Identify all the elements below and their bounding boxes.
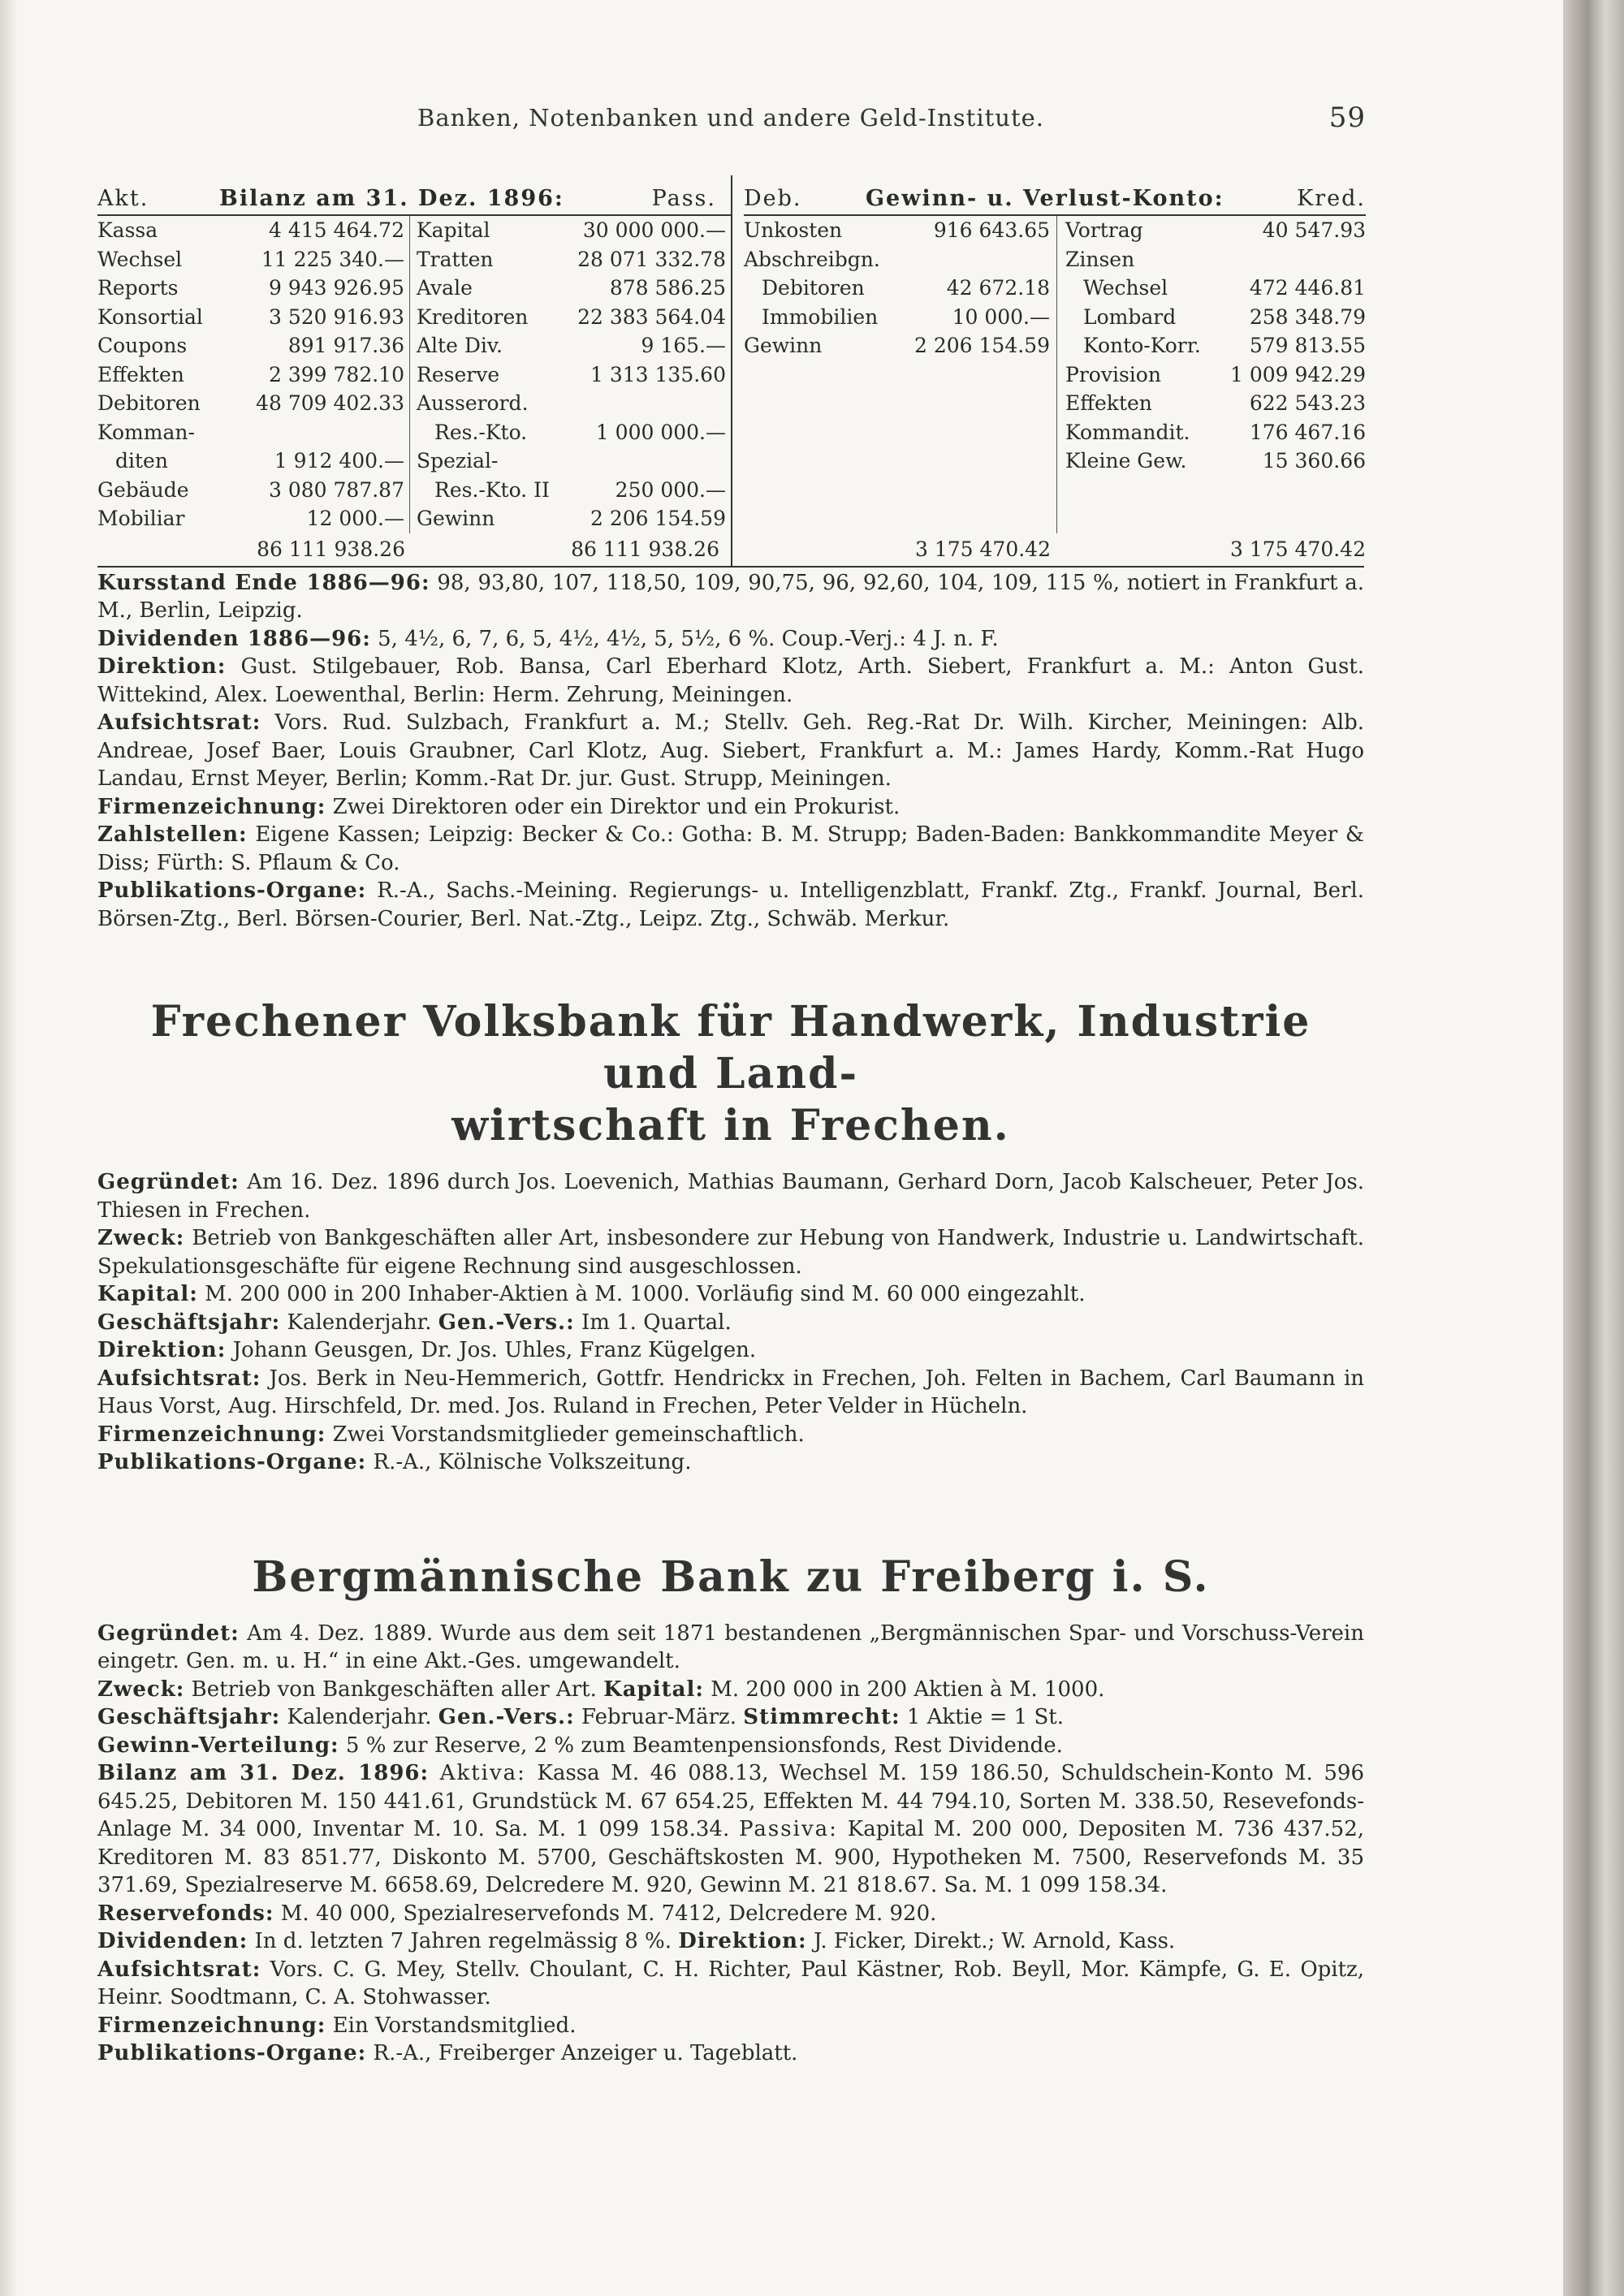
aktiva-row: Konsortial 3 520 916.93 — [97, 304, 404, 329]
debit-row: Gewinn 2 206 154.59 — [744, 334, 1050, 357]
aktiva-row: Kassa 4 415 464.72 — [97, 218, 404, 242]
passiva-row: Tratten 28 071 332.78 — [417, 247, 726, 271]
bilanz-title: Bilanz am 31. Dez. 1896: — [219, 186, 564, 211]
passiva-row: Reserve 1 313 135.60 — [417, 362, 726, 386]
passiva-row: Kreditoren 22 383 564.04 — [417, 304, 726, 329]
gewinn-verteilung-paragraph: Gewinn-Verteilung: 5 % zur Reserve, 2 % zum Beamtenpensionsfonds, Rest Dividende. — [97, 1733, 1063, 1758]
zweck-paragraph: Zweck: Betrieb von Bankgeschäften aller Art, insbesondere zur Hebung von Handwerk, Industrie u. Landwirtschaft. Spekulationsgeschäfte für eigene Rechnung sind ausgeschlossen. — [97, 1226, 1364, 1279]
aktiva-row: Reports 9 943 926.95 — [97, 276, 404, 300]
bergmaennische-title: Bergmännische Bank zu Freiberg i. S. — [252, 1552, 1210, 1602]
bilanz-left-label: Akt. — [97, 186, 149, 211]
credit-row: Wechsel 472 446.81 — [1083, 276, 1366, 300]
running-header — [97, 101, 1366, 151]
aufsichtsrat-paragraph: Aufsichtsrat: Vors. Rud. Sulzbach, Frankfurt a. M.; Stellv. Geh. Reg.-Rat Dr. Wilh. Kircher, Meiningen: Alb. Andreae, Josef Baer, Louis Graubner, Carl Klotz, Aug. Siebert, Frankfurt a. M.: James Hardy, Komm.-Rat Hugo Landau, Ernst Meyer, Berlin; Komm.-Rat Dr. jur. Gust. Strupp, Meiningen. — [97, 710, 1364, 791]
guv-sum-debit: 3 175 470.42 — [915, 537, 1051, 561]
firmenzeichnung-paragraph: Firmenzeichnung: Zwei Vorstandsmitglieder gemeinschaftlich. — [97, 1422, 805, 1447]
debit-row: Debitoren 42 672.18 — [762, 276, 1050, 300]
bergmaennische-bank-section — [97, 1552, 1364, 2068]
geschaeftsjahr-paragraph: Geschäftsjahr: Kalenderjahr. Gen.-Vers.: Im 1. Quartal. — [97, 1310, 732, 1335]
bilanz-sum-aktiva: 86 111 938.26 — [257, 537, 405, 561]
direktion-paragraph: Direktion: Johann Geusgen, Dr. Jos. Uhles, Franz Kügelgen. — [97, 1338, 757, 1362]
guv-right-label: Kred. — [1297, 186, 1366, 211]
direktion-paragraph: Direktion: Gust. Stilgebauer, Rob. Bansa, Carl Eberhard Klotz, Arth. Siebert, Frankfurt a. M.: Anton Gust. Wittekind, Alex. Loewenthal, Berlin: Herm. Zehrung, Meiningen. — [97, 654, 1364, 707]
credit-row: Vortrag 40 547.93 — [1065, 218, 1366, 242]
bilanz-sum-passiva: 86 111 938.26 — [571, 537, 719, 561]
firmenzeichnung-paragraph: Firmenzeichnung: Ein Vorstandsmitglied. — [97, 2013, 577, 2038]
publikations-paragraph: Publikations-Organe: R.-A., Freiberger Anzeiger u. Tageblatt. — [97, 2041, 798, 2065]
bilanz-header — [97, 175, 731, 216]
dividenden-paragraph: Dividenden: In d. letzten 7 Jahren regelmässig 8 %. Direktion: J. Ficker, Direkt.; W. Arnold, Kass. — [97, 1929, 1176, 1953]
guv-title: Gewinn- u. Verlust-Konto: — [866, 186, 1224, 211]
guv-sum-credit: 3 175 470.42 — [1230, 537, 1366, 561]
credit-row: Kleine Gew. 15 360.66 — [1065, 449, 1366, 473]
gegruendet-paragraph: Gegründet: Am 16. Dez. 1896 durch Jos. Loevenich, Mathias Baumann, Gerhard Dorn, Jacob Kalscheuer, Peter Jos. Thiesen in Frechen. — [97, 1170, 1365, 1223]
zweck-paragraph: Zweck: Betrieb von Bankgeschäften aller Art. Kapital: M. 200 000 in 200 Aktien à M. 1000. — [97, 1677, 1105, 1702]
aktiva-column — [97, 216, 410, 533]
frechener-title-line2: wirtschaft in Frechen. — [451, 1101, 1010, 1150]
passiva-row: Alte Div. 9 165.— — [417, 334, 726, 357]
aktiva-row: Mobiliar 12 000.— — [97, 507, 404, 530]
debit-row: Immobilien 10 000.— — [762, 304, 1050, 329]
kursstand-paragraph: Kursstand Ende 1886—96: 98, 93,80, 107, 118,50, 109, 90,75, 96, 92,60, 104, 109, 115 %, notiert in Frankfurt a. M., Berlin, Leipzig. — [97, 570, 1365, 623]
passiva-row: Ausserord. — [417, 391, 529, 415]
aktiva-row: Gebäude 3 080 787.87 — [97, 477, 404, 502]
credit-row: Zinsen — [1065, 247, 1135, 271]
guv-table — [732, 175, 1366, 566]
passiva-row: Avale 878 586.25 — [417, 276, 726, 300]
debit-column — [744, 216, 1057, 533]
credit-row: Provision 1 009 942.29 — [1065, 362, 1366, 386]
firmenzeichnung-paragraph: Firmenzeichnung: Zwei Direktoren oder ein Direktor und ein Prokurist. — [97, 794, 901, 819]
bank1-details — [97, 566, 1364, 934]
guv-left-label: Deb. — [744, 186, 802, 211]
bilanz-body — [97, 216, 731, 533]
passiva-row: Spezial- — [417, 449, 499, 473]
page-content — [97, 101, 1366, 2068]
aktiva-row: Debitoren 48 709 402.33 — [97, 391, 404, 415]
reservefonds-paragraph: Reservefonds: M. 40 000, Spezialreservefonds M. 7412, Delcredere M. 920. — [97, 1901, 937, 1926]
book-spine — [1563, 0, 1624, 2296]
publikations-paragraph: Publikations-Organe: R.-A., Kölnische Volkszeitung. — [97, 1450, 692, 1474]
financial-tables — [97, 175, 1364, 566]
guv-header — [744, 175, 1366, 216]
frechener-title-line1: Frechener Volksbank für Handwerk, Industrie und Land- — [150, 997, 1311, 1098]
guv-body — [744, 216, 1366, 533]
bilanz-paragraph: Bilanz am 31. Dez. 1896: Aktiva: Kassa M. 46 088.13, Wechsel M. 159 186.50, Schuldschein-Konto M. 596 645.25, Debitoren M. 150 441.61, Grundstück M. 67 654.25, Effekten M. 44 794.10, Sorten M. 338.50, Resevefonds-Anlage M. 34 000, Inventar M. 10. Sa. M. 1 099 158.34. Passiva: Kapital M. 200 000, Depositen M. 736 437.52, Kreditoren M. 83 851.77, Diskonto M. 5700, Geschäftskosten M. 900, Hypotheken M. 7500, Reservefonds M. 35 371.69, Spezialreserve M. 6658.69, Delcredere M. 920, Gewinn M. 21 818.67. Sa. M. 1 099 158.34. — [97, 1761, 1365, 1897]
aktiva-row: Coupons 891 917.36 — [97, 334, 404, 357]
frechener-volksbank-section — [97, 996, 1364, 1477]
bilanz-table — [97, 175, 732, 566]
page-left-edge — [0, 0, 18, 2296]
aktiva-row: Komman- — [97, 420, 195, 444]
page-number: 59 — [1328, 101, 1366, 134]
bilanz-sum-row — [97, 533, 731, 566]
passiva-column — [410, 216, 731, 533]
gegruendet-paragraph: Gegründet: Am 4. Dez. 1889. Wurde aus dem seit 1871 bestandenen „Bergmännischen Spar- und Vorschuss-Verein eingetr. Gen. m. u. H.“ in eine Akt.-Ges. umgewandelt. — [97, 1621, 1364, 1673]
aufsichtsrat-paragraph: Aufsichtsrat: Jos. Berk in Neu-Hemmerich, Gottfr. Hendrickx in Frechen, Joh. Felten in Bachem, Carl Baumann in Haus Vorst, Aug. Hirschfeld, Dr. med. Jos. Ruland in Frechen, Peter Velder in Hücheln. — [97, 1366, 1364, 1418]
credit-column — [1057, 216, 1366, 533]
aktiva-row: Effekten 2 399 782.10 — [97, 362, 404, 386]
debit-row: Abschreibgn. — [744, 247, 880, 271]
publikations-paragraph: Publikations-Organe: R.-A., Sachs.-Meining. Regierungs- u. Intelligenzblatt, Frankf. Ztg., Frankf. Journal, Berl. Börsen-Ztg., Berl. Börsen-Courier, Berl. Nat.-Ztg., Leipz. Ztg., Schwäb. Merkur. — [97, 878, 1365, 931]
passiva-row: Gewinn 2 206 154.59 — [417, 507, 726, 530]
credit-row: Lombard 258 348.79 — [1083, 304, 1366, 329]
bilanz-right-label: Pass. — [651, 186, 716, 211]
guv-sum-row — [744, 533, 1366, 566]
aufsichtsrat-paragraph: Aufsichtsrat: Vors. C. G. Mey, Stellv. Choulant, C. H. Richter, Paul Kästner, Rob. Beyll, Mor. Kämpfe, G. E. Opitz, Heinr. Soodtmann, C. A. Stohwasser. — [97, 1957, 1365, 2009]
dividenden-paragraph: Dividenden 1886—96: 5, 4½, 6, 7, 6, 5, 4½, 4½, 5, 5½, 6 %. Coup.-Verj.: 4 J. n. F. — [97, 626, 999, 651]
passiva-row: Kapital 30 000 000.— — [417, 218, 726, 242]
aktiva-row: diten 1 912 400.— — [115, 449, 404, 473]
kapital-paragraph: Kapital: M. 200 000 in 200 Inhaber-Aktien à M. 1000. Vorläufig sind M. 60 000 eingezahlt. — [97, 1282, 1086, 1306]
geschaeftsjahr-paragraph: Geschäftsjahr: Kalenderjahr. Gen.-Vers.: Februar-März. Stimmrecht: 1 Aktie = 1 St. — [97, 1705, 1064, 1729]
aktiva-row: Wechsel 11 225 340.— — [97, 247, 404, 271]
credit-row: Kommandit. 176 467.16 — [1065, 420, 1366, 444]
credit-row: Konto-Korr. 579 813.55 — [1083, 334, 1366, 357]
passiva-row: Res.-Kto. 1 000 000.— — [434, 420, 726, 444]
running-title: Banken, Notenbanken und andere Geld-Institute. — [417, 104, 1044, 132]
zahlstellen-paragraph: Zahlstellen: Eigene Kassen; Leipzig: Becker & Co.: Gotha: B. M. Strupp; Baden-Baden: Bankkommandite Meyer & Diss; Fürth: S. Pflaum & Co. — [97, 822, 1365, 875]
credit-row: Effekten 622 543.23 — [1065, 391, 1366, 415]
debit-row: Unkosten 916 643.65 — [744, 218, 1050, 242]
passiva-row: Res.-Kto. II 250 000.— — [434, 477, 726, 502]
